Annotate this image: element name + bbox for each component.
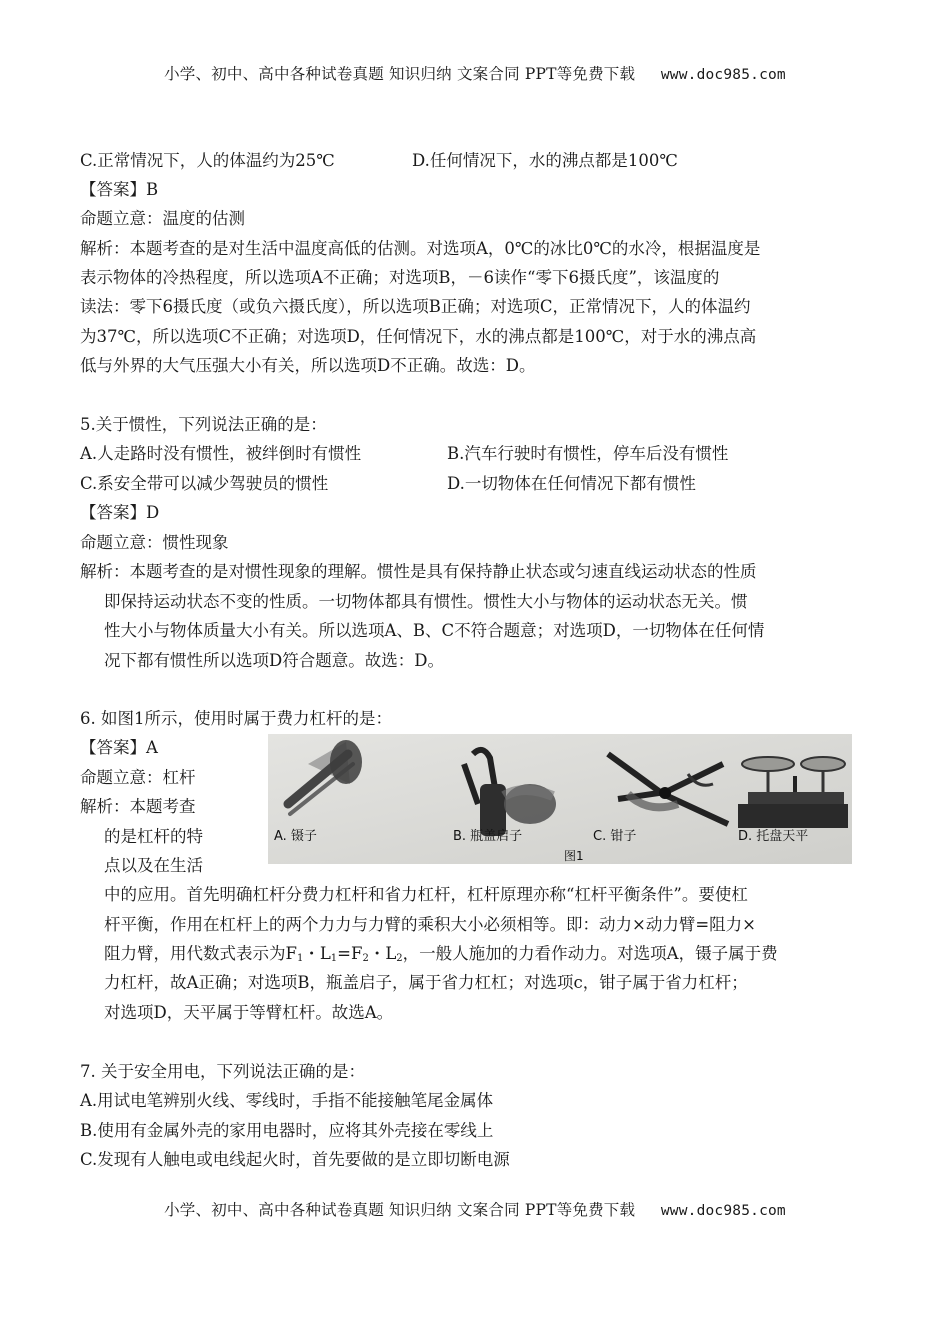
q4-option-c: C.正常情况下，人的体温约为25℃ — [80, 151, 335, 170]
q4-analysis-line: 低与外界的大气压强大小有关，所以选项D不正确。故选：D。 — [80, 356, 536, 375]
q6-analysis-line: 对选项D，天平属于等臂杠杆。故选A。 — [104, 1003, 394, 1022]
q5-intent: 命题立意：惯性现象 — [80, 533, 229, 552]
header-url[interactable]: www.doc985.com — [660, 67, 786, 83]
q7-option-b: B.使用有金属外壳的家用电器时，应将其外壳接在零线上 — [80, 1121, 494, 1140]
q5-answer: 【答案】D — [80, 503, 160, 522]
figure-label-b: B. 瓶盖启子 — [453, 829, 523, 844]
page-header — [0, 62, 950, 84]
q6-analysis-line: 杆平衡，作用在杠杆上的两个力力与力臂的乘积大小必须相等。即：动力×动力臂=阻力× — [104, 915, 756, 934]
q6-analysis-head: 的是杠杆的特 — [104, 827, 203, 846]
q7-option-a: A.用试电笔辨别火线、零线时，手指不能接触笔尾金属体 — [80, 1091, 494, 1110]
q4-intent: 命题立意：温度的估测 — [80, 209, 245, 228]
q6-analysis-line: 力杠杆，故A正确；对选项B，瓶盖启子，属于省力杠杠；对选项c，钳子属于省力杠杆； — [104, 973, 748, 992]
figure-label-d: D. 托盘天平 — [738, 829, 809, 844]
footer-text: 小学、初中、高中各种试卷真题 知识归纳 文案合同 PPT等免费下载 — [164, 1201, 636, 1219]
q6-answer: 【答案】A — [80, 738, 158, 757]
figure-1-levers — [268, 734, 852, 864]
q4-analysis-line: 解析：本题考查的是对生活中温度高低的估测。对选项A，0℃的冰比0℃的水冷，根据温度是 — [80, 239, 761, 258]
footer-url[interactable]: www.doc985.com — [660, 1203, 786, 1219]
figure-label-c: C. 钳子 — [593, 829, 637, 844]
header-text: 小学、初中、高中各种试卷真题 知识归纳 文案合同 PPT等免费下载 — [164, 65, 636, 83]
q5-analysis-line: 性大小与物体质量大小有关。所以选项A、B、C不符合题意；对选项D，一切物体在任何情 — [104, 621, 765, 640]
q5-analysis-line: 况下都有惯性所以选项D符合题意。故选：D。 — [104, 651, 444, 670]
q6-intent: 命题立意：杠杆 — [80, 768, 196, 787]
q6-analysis-head: 解析：本题考查 — [80, 797, 196, 816]
q4-option-d: D.任何情况下，水的沸点都是100℃ — [412, 151, 678, 170]
q4-analysis-line: 表示物体的冷热程度，所以选项A不正确；对选项B，－6读作“零下6摄氏度”，该温度的 — [80, 268, 720, 287]
q6-analysis-head: 点以及在生活 — [104, 856, 203, 875]
q7-option-c: C.发现有人触电或电线起火时，首先要做的是立即切断电源 — [80, 1150, 510, 1169]
q5-stem: 5.关于惯性，下列说法正确的是： — [80, 415, 327, 434]
q4-analysis-line: 为37℃，所以选项C不正确；对选项D，任何情况下，水的沸点都是100℃，对于水的沸点高 — [80, 327, 757, 346]
q7-stem: 7. 关于安全用电，下列说法正确的是： — [80, 1062, 365, 1081]
q5-option-a: A.人走路时没有惯性，被绊倒时有惯性 — [80, 444, 362, 463]
q6-stem: 6. 如图1所示，使用时属于费力杠杆的是： — [80, 709, 392, 728]
q4-analysis-line: 读法：零下6摄氏度（或负六摄氏度），所以选项B正确；对选项C，正常情况下，人的体温约 — [80, 297, 751, 316]
figure-label-a: A. 镊子 — [274, 829, 317, 844]
q5-option-c: C.系安全带可以减少驾驶员的惯性 — [80, 474, 329, 493]
q5-option-b: B.汽车行驶时有惯性，停车后没有惯性 — [447, 444, 729, 463]
q6-analysis-line: 中的应用。首先明确杠杆分费力杠杆和省力杠杆，杠杆原理亦称“杠杆平衡条件”。要使杠 — [104, 885, 748, 904]
q6-analysis-formula-line: 阻力臂，用代数式表示为$F_1$・$L_1=F_2$・$L_2$，一般人施加的力看作动力。对选项A，镊子属于费 — [104, 944, 778, 964]
figure-caption: 图1 — [564, 849, 584, 863]
q5-analysis-line: 解析：本题考查的是对惯性现象的理解。惯性是具有保持静止状态或匀速直线运动状态的性质 — [80, 562, 757, 581]
q4-answer: 【答案】B — [80, 180, 159, 199]
q5-analysis-line: 即保持运动状态不变的性质。一切物体都具有惯性。惯性大小与物体的运动状态无关。惯 — [104, 592, 748, 611]
q5-option-d: D.一切物体在任何情况下都有惯性 — [447, 474, 696, 493]
page-footer — [0, 1198, 950, 1220]
